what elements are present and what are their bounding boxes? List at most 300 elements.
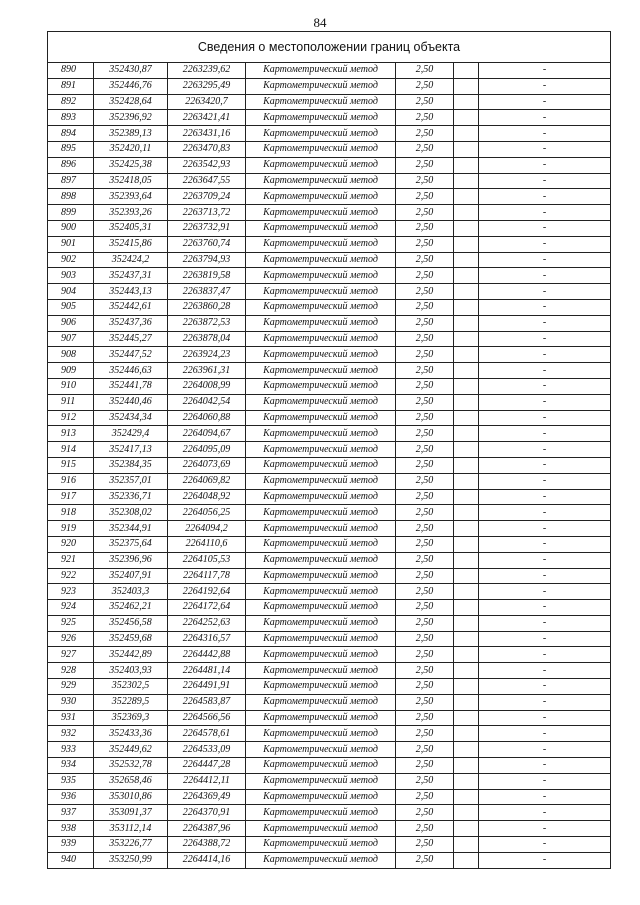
description-cell: - bbox=[479, 331, 611, 347]
x-coordinate-cell: 352462,21 bbox=[94, 600, 168, 616]
method-cell: Картометрический метод bbox=[246, 299, 396, 315]
accuracy-cell: 2,50 bbox=[396, 679, 454, 695]
accuracy-cell: 2,50 bbox=[396, 521, 454, 537]
method-cell: Картометрический метод bbox=[246, 694, 396, 710]
method-cell: Картометрический метод bbox=[246, 758, 396, 774]
method-cell: Картометрический метод bbox=[246, 363, 396, 379]
y-coordinate-cell: 2264412,11 bbox=[168, 773, 246, 789]
description-cell: - bbox=[479, 173, 611, 189]
y-coordinate-cell: 2264105,53 bbox=[168, 552, 246, 568]
point-number-cell: 922 bbox=[48, 568, 94, 584]
x-coordinate-cell: 352425,38 bbox=[94, 157, 168, 173]
empty-cell bbox=[454, 220, 479, 236]
table-row bbox=[48, 805, 611, 821]
point-number-cell: 929 bbox=[48, 679, 94, 695]
y-coordinate-cell: 2264442,88 bbox=[168, 647, 246, 663]
x-coordinate-cell: 352430,87 bbox=[94, 63, 168, 79]
empty-cell bbox=[454, 78, 479, 94]
empty-cell bbox=[454, 173, 479, 189]
description-cell: - bbox=[479, 410, 611, 426]
method-cell: Картометрический метод bbox=[246, 742, 396, 758]
method-cell: Картометрический метод bbox=[246, 521, 396, 537]
table-row bbox=[48, 141, 611, 157]
description-cell: - bbox=[479, 394, 611, 410]
empty-cell bbox=[454, 710, 479, 726]
method-cell: Картометрический метод bbox=[246, 94, 396, 110]
accuracy-cell: 2,50 bbox=[396, 347, 454, 363]
method-cell: Картометрический метод bbox=[246, 63, 396, 79]
accuracy-cell: 2,50 bbox=[396, 220, 454, 236]
table-row bbox=[48, 410, 611, 426]
accuracy-cell: 2,50 bbox=[396, 789, 454, 805]
point-number-cell: 894 bbox=[48, 126, 94, 142]
accuracy-cell: 2,50 bbox=[396, 536, 454, 552]
point-number-cell: 911 bbox=[48, 394, 94, 410]
table-row bbox=[48, 505, 611, 521]
point-number-cell: 909 bbox=[48, 363, 94, 379]
y-coordinate-cell: 2264387,96 bbox=[168, 821, 246, 837]
point-number-cell: 934 bbox=[48, 758, 94, 774]
method-cell: Картометрический метод bbox=[246, 805, 396, 821]
description-cell: - bbox=[479, 615, 611, 631]
method-cell: Картометрический метод bbox=[246, 457, 396, 473]
method-cell: Картометрический метод bbox=[246, 773, 396, 789]
empty-cell bbox=[454, 63, 479, 79]
method-cell: Картометрический метод bbox=[246, 141, 396, 157]
point-number-cell: 902 bbox=[48, 252, 94, 268]
description-cell: - bbox=[479, 631, 611, 647]
y-coordinate-cell: 2263819,58 bbox=[168, 268, 246, 284]
y-coordinate-cell: 2264447,28 bbox=[168, 758, 246, 774]
y-coordinate-cell: 2264533,09 bbox=[168, 742, 246, 758]
point-number-cell: 914 bbox=[48, 442, 94, 458]
x-coordinate-cell: 352442,89 bbox=[94, 647, 168, 663]
method-cell: Картометрический метод bbox=[246, 568, 396, 584]
point-number-cell: 901 bbox=[48, 236, 94, 252]
y-coordinate-cell: 2263860,28 bbox=[168, 299, 246, 315]
empty-cell bbox=[454, 331, 479, 347]
empty-cell bbox=[454, 821, 479, 837]
x-coordinate-cell: 352308,02 bbox=[94, 505, 168, 521]
empty-cell bbox=[454, 584, 479, 600]
accuracy-cell: 2,50 bbox=[396, 442, 454, 458]
empty-cell bbox=[454, 205, 479, 221]
table-row bbox=[48, 331, 611, 347]
table-row bbox=[48, 284, 611, 300]
description-cell: - bbox=[479, 742, 611, 758]
y-coordinate-cell: 2264094,67 bbox=[168, 426, 246, 442]
point-number-cell: 917 bbox=[48, 489, 94, 505]
point-number-cell: 893 bbox=[48, 110, 94, 126]
accuracy-cell: 2,50 bbox=[396, 837, 454, 853]
point-number-cell: 907 bbox=[48, 331, 94, 347]
table-row bbox=[48, 157, 611, 173]
accuracy-cell: 2,50 bbox=[396, 284, 454, 300]
description-cell: - bbox=[479, 852, 611, 868]
accuracy-cell: 2,50 bbox=[396, 710, 454, 726]
accuracy-cell: 2,50 bbox=[396, 331, 454, 347]
x-coordinate-cell: 352389,13 bbox=[94, 126, 168, 142]
accuracy-cell: 2,50 bbox=[396, 505, 454, 521]
y-coordinate-cell: 2263924,23 bbox=[168, 347, 246, 363]
x-coordinate-cell: 352403,3 bbox=[94, 584, 168, 600]
method-cell: Картометрический метод bbox=[246, 615, 396, 631]
method-cell: Картометрический метод bbox=[246, 110, 396, 126]
table-row bbox=[48, 442, 611, 458]
y-coordinate-cell: 2264069,82 bbox=[168, 473, 246, 489]
y-coordinate-cell: 2264042,54 bbox=[168, 394, 246, 410]
y-coordinate-cell: 2264481,14 bbox=[168, 663, 246, 679]
y-coordinate-cell: 2264370,91 bbox=[168, 805, 246, 821]
table-row bbox=[48, 236, 611, 252]
accuracy-cell: 2,50 bbox=[396, 315, 454, 331]
y-coordinate-cell: 2263542,93 bbox=[168, 157, 246, 173]
empty-cell bbox=[454, 742, 479, 758]
description-cell: - bbox=[479, 647, 611, 663]
y-coordinate-cell: 2264117,78 bbox=[168, 568, 246, 584]
y-coordinate-cell: 2264414,16 bbox=[168, 852, 246, 868]
accuracy-cell: 2,50 bbox=[396, 584, 454, 600]
description-cell: - bbox=[479, 805, 611, 821]
x-coordinate-cell: 352393,26 bbox=[94, 205, 168, 221]
point-number-cell: 938 bbox=[48, 821, 94, 837]
description-cell: - bbox=[479, 363, 611, 379]
accuracy-cell: 2,50 bbox=[396, 600, 454, 616]
accuracy-cell: 2,50 bbox=[396, 647, 454, 663]
x-coordinate-cell: 352405,31 bbox=[94, 220, 168, 236]
point-number-cell: 906 bbox=[48, 315, 94, 331]
method-cell: Картометрический метод bbox=[246, 789, 396, 805]
x-coordinate-cell: 352433,36 bbox=[94, 726, 168, 742]
accuracy-cell: 2,50 bbox=[396, 173, 454, 189]
point-number-cell: 919 bbox=[48, 521, 94, 537]
empty-cell bbox=[454, 647, 479, 663]
table-row bbox=[48, 457, 611, 473]
empty-cell bbox=[454, 568, 479, 584]
point-number-cell: 940 bbox=[48, 852, 94, 868]
accuracy-cell: 2,50 bbox=[396, 568, 454, 584]
method-cell: Картометрический метод bbox=[246, 631, 396, 647]
point-number-cell: 896 bbox=[48, 157, 94, 173]
method-cell: Картометрический метод bbox=[246, 220, 396, 236]
method-cell: Картометрический метод bbox=[246, 268, 396, 284]
empty-cell bbox=[454, 773, 479, 789]
table-row bbox=[48, 394, 611, 410]
x-coordinate-cell: 352289,5 bbox=[94, 694, 168, 710]
table-row bbox=[48, 821, 611, 837]
point-number-cell: 908 bbox=[48, 347, 94, 363]
description-cell: - bbox=[479, 457, 611, 473]
description-cell: - bbox=[479, 63, 611, 79]
empty-cell bbox=[454, 505, 479, 521]
description-cell: - bbox=[479, 726, 611, 742]
x-coordinate-cell: 352446,76 bbox=[94, 78, 168, 94]
y-coordinate-cell: 2263732,91 bbox=[168, 220, 246, 236]
point-number-cell: 891 bbox=[48, 78, 94, 94]
method-cell: Картометрический метод bbox=[246, 679, 396, 695]
y-coordinate-cell: 2264048,92 bbox=[168, 489, 246, 505]
table-row bbox=[48, 252, 611, 268]
empty-cell bbox=[454, 236, 479, 252]
empty-cell bbox=[454, 694, 479, 710]
method-cell: Картометрический метод bbox=[246, 126, 396, 142]
point-number-cell: 935 bbox=[48, 773, 94, 789]
method-cell: Картометрический метод bbox=[246, 663, 396, 679]
x-coordinate-cell: 352384,35 bbox=[94, 457, 168, 473]
x-coordinate-cell: 353250,99 bbox=[94, 852, 168, 868]
accuracy-cell: 2,50 bbox=[396, 205, 454, 221]
point-number-cell: 923 bbox=[48, 584, 94, 600]
point-number-cell: 931 bbox=[48, 710, 94, 726]
point-number-cell: 937 bbox=[48, 805, 94, 821]
accuracy-cell: 2,50 bbox=[396, 663, 454, 679]
x-coordinate-cell: 352429,4 bbox=[94, 426, 168, 442]
x-coordinate-cell: 352417,13 bbox=[94, 442, 168, 458]
table-row bbox=[48, 679, 611, 695]
y-coordinate-cell: 2264369,49 bbox=[168, 789, 246, 805]
accuracy-cell: 2,50 bbox=[396, 694, 454, 710]
empty-cell bbox=[454, 631, 479, 647]
accuracy-cell: 2,50 bbox=[396, 157, 454, 173]
description-cell: - bbox=[479, 694, 611, 710]
method-cell: Картометрический метод bbox=[246, 821, 396, 837]
x-coordinate-cell: 352441,78 bbox=[94, 378, 168, 394]
empty-cell bbox=[454, 394, 479, 410]
table-row bbox=[48, 78, 611, 94]
table-row bbox=[48, 521, 611, 537]
table-row bbox=[48, 742, 611, 758]
accuracy-cell: 2,50 bbox=[396, 726, 454, 742]
method-cell: Картометрический метод bbox=[246, 426, 396, 442]
empty-cell bbox=[454, 852, 479, 868]
description-cell: - bbox=[479, 552, 611, 568]
description-cell: - bbox=[479, 600, 611, 616]
x-coordinate-cell: 352407,91 bbox=[94, 568, 168, 584]
table-row bbox=[48, 205, 611, 221]
accuracy-cell: 2,50 bbox=[396, 78, 454, 94]
table-row bbox=[48, 694, 611, 710]
point-number-cell: 927 bbox=[48, 647, 94, 663]
y-coordinate-cell: 2263421,41 bbox=[168, 110, 246, 126]
method-cell: Картометрический метод bbox=[246, 726, 396, 742]
description-cell: - bbox=[479, 378, 611, 394]
method-cell: Картометрический метод bbox=[246, 852, 396, 868]
table-title: Сведения о местоположении границ объекта bbox=[48, 32, 611, 63]
x-coordinate-cell: 352532,78 bbox=[94, 758, 168, 774]
method-cell: Картометрический метод bbox=[246, 284, 396, 300]
method-cell: Картометрический метод bbox=[246, 205, 396, 221]
y-coordinate-cell: 2264172,64 bbox=[168, 600, 246, 616]
description-cell: - bbox=[479, 837, 611, 853]
empty-cell bbox=[454, 347, 479, 363]
empty-cell bbox=[454, 189, 479, 205]
y-coordinate-cell: 2264073,69 bbox=[168, 457, 246, 473]
x-coordinate-cell: 352456,58 bbox=[94, 615, 168, 631]
description-cell: - bbox=[479, 536, 611, 552]
point-number-cell: 932 bbox=[48, 726, 94, 742]
point-number-cell: 916 bbox=[48, 473, 94, 489]
y-coordinate-cell: 2264192,64 bbox=[168, 584, 246, 600]
x-coordinate-cell: 352302,5 bbox=[94, 679, 168, 695]
method-cell: Картометрический метод bbox=[246, 489, 396, 505]
y-coordinate-cell: 2264252,63 bbox=[168, 615, 246, 631]
point-number-cell: 912 bbox=[48, 410, 94, 426]
x-coordinate-cell: 352396,96 bbox=[94, 552, 168, 568]
empty-cell bbox=[454, 536, 479, 552]
x-coordinate-cell: 353226,77 bbox=[94, 837, 168, 853]
accuracy-cell: 2,50 bbox=[396, 394, 454, 410]
x-coordinate-cell: 352434,34 bbox=[94, 410, 168, 426]
y-coordinate-cell: 2264578,61 bbox=[168, 726, 246, 742]
empty-cell bbox=[454, 457, 479, 473]
description-cell: - bbox=[479, 584, 611, 600]
table-row bbox=[48, 363, 611, 379]
empty-cell bbox=[454, 758, 479, 774]
empty-cell bbox=[454, 521, 479, 537]
table-row bbox=[48, 726, 611, 742]
point-number-cell: 921 bbox=[48, 552, 94, 568]
description-cell: - bbox=[479, 568, 611, 584]
method-cell: Картометрический метод bbox=[246, 473, 396, 489]
point-number-cell: 905 bbox=[48, 299, 94, 315]
point-number-cell: 924 bbox=[48, 600, 94, 616]
method-cell: Картометрический метод bbox=[246, 394, 396, 410]
table-row bbox=[48, 615, 611, 631]
accuracy-cell: 2,50 bbox=[396, 268, 454, 284]
table-row bbox=[48, 536, 611, 552]
x-coordinate-cell: 352437,36 bbox=[94, 315, 168, 331]
x-coordinate-cell: 352396,92 bbox=[94, 110, 168, 126]
x-coordinate-cell: 352447,52 bbox=[94, 347, 168, 363]
table-row bbox=[48, 378, 611, 394]
accuracy-cell: 2,50 bbox=[396, 378, 454, 394]
method-cell: Картометрический метод bbox=[246, 315, 396, 331]
empty-cell bbox=[454, 268, 479, 284]
description-cell: - bbox=[479, 821, 611, 837]
point-number-cell: 939 bbox=[48, 837, 94, 853]
y-coordinate-cell: 2264491,91 bbox=[168, 679, 246, 695]
description-cell: - bbox=[479, 220, 611, 236]
table-row bbox=[48, 647, 611, 663]
accuracy-cell: 2,50 bbox=[396, 615, 454, 631]
method-cell: Картометрический метод bbox=[246, 647, 396, 663]
point-number-cell: 903 bbox=[48, 268, 94, 284]
x-coordinate-cell: 353112,14 bbox=[94, 821, 168, 837]
empty-cell bbox=[454, 363, 479, 379]
method-cell: Картометрический метод bbox=[246, 173, 396, 189]
point-number-cell: 920 bbox=[48, 536, 94, 552]
y-coordinate-cell: 2263872,53 bbox=[168, 315, 246, 331]
table-row bbox=[48, 126, 611, 142]
accuracy-cell: 2,50 bbox=[396, 457, 454, 473]
x-coordinate-cell: 352428,64 bbox=[94, 94, 168, 110]
y-coordinate-cell: 2264094,2 bbox=[168, 521, 246, 537]
method-cell: Картометрический метод bbox=[246, 710, 396, 726]
method-cell: Картометрический метод bbox=[246, 600, 396, 616]
point-number-cell: 930 bbox=[48, 694, 94, 710]
table-row bbox=[48, 189, 611, 205]
empty-cell bbox=[454, 837, 479, 853]
y-coordinate-cell: 2263961,31 bbox=[168, 363, 246, 379]
description-cell: - bbox=[479, 236, 611, 252]
accuracy-cell: 2,50 bbox=[396, 363, 454, 379]
description-cell: - bbox=[479, 157, 611, 173]
point-number-cell: 915 bbox=[48, 457, 94, 473]
empty-cell bbox=[454, 284, 479, 300]
x-coordinate-cell: 353091,37 bbox=[94, 805, 168, 821]
table-row bbox=[48, 631, 611, 647]
x-coordinate-cell: 352459,68 bbox=[94, 631, 168, 647]
x-coordinate-cell: 352446,63 bbox=[94, 363, 168, 379]
y-coordinate-cell: 2263794,93 bbox=[168, 252, 246, 268]
point-number-cell: 890 bbox=[48, 63, 94, 79]
table-row bbox=[48, 63, 611, 79]
accuracy-cell: 2,50 bbox=[396, 426, 454, 442]
empty-cell bbox=[454, 615, 479, 631]
y-coordinate-cell: 2263295,49 bbox=[168, 78, 246, 94]
accuracy-cell: 2,50 bbox=[396, 758, 454, 774]
description-cell: - bbox=[479, 315, 611, 331]
table-row bbox=[48, 789, 611, 805]
table-row bbox=[48, 220, 611, 236]
table-row bbox=[48, 489, 611, 505]
y-coordinate-cell: 2263647,55 bbox=[168, 173, 246, 189]
accuracy-cell: 2,50 bbox=[396, 489, 454, 505]
empty-cell bbox=[454, 552, 479, 568]
x-coordinate-cell: 352344,91 bbox=[94, 521, 168, 537]
y-coordinate-cell: 2264110,6 bbox=[168, 536, 246, 552]
method-cell: Картометрический метод bbox=[246, 378, 396, 394]
description-cell: - bbox=[479, 489, 611, 505]
empty-cell bbox=[454, 789, 479, 805]
x-coordinate-cell: 352393,64 bbox=[94, 189, 168, 205]
accuracy-cell: 2,50 bbox=[396, 410, 454, 426]
empty-cell bbox=[454, 315, 479, 331]
method-cell: Картометрический метод bbox=[246, 536, 396, 552]
table-row bbox=[48, 473, 611, 489]
x-coordinate-cell: 352403,93 bbox=[94, 663, 168, 679]
point-number-cell: 928 bbox=[48, 663, 94, 679]
point-number-cell: 904 bbox=[48, 284, 94, 300]
table-row bbox=[48, 663, 611, 679]
method-cell: Картометрический метод bbox=[246, 78, 396, 94]
accuracy-cell: 2,50 bbox=[396, 852, 454, 868]
accuracy-cell: 2,50 bbox=[396, 189, 454, 205]
description-cell: - bbox=[479, 284, 611, 300]
x-coordinate-cell: 352442,61 bbox=[94, 299, 168, 315]
y-coordinate-cell: 2263837,47 bbox=[168, 284, 246, 300]
point-number-cell: 900 bbox=[48, 220, 94, 236]
x-coordinate-cell: 352437,31 bbox=[94, 268, 168, 284]
y-coordinate-cell: 2263420,7 bbox=[168, 94, 246, 110]
description-cell: - bbox=[479, 205, 611, 221]
accuracy-cell: 2,50 bbox=[396, 141, 454, 157]
method-cell: Картометрический метод bbox=[246, 410, 396, 426]
point-number-cell: 897 bbox=[48, 173, 94, 189]
description-cell: - bbox=[479, 505, 611, 521]
boundary-table bbox=[47, 31, 611, 869]
y-coordinate-cell: 2264056,25 bbox=[168, 505, 246, 521]
empty-cell bbox=[454, 663, 479, 679]
empty-cell bbox=[454, 805, 479, 821]
point-number-cell: 933 bbox=[48, 742, 94, 758]
point-number-cell: 892 bbox=[48, 94, 94, 110]
description-cell: - bbox=[479, 426, 611, 442]
empty-cell bbox=[454, 378, 479, 394]
empty-cell bbox=[454, 157, 479, 173]
x-coordinate-cell: 352418,05 bbox=[94, 173, 168, 189]
table-row bbox=[48, 568, 611, 584]
